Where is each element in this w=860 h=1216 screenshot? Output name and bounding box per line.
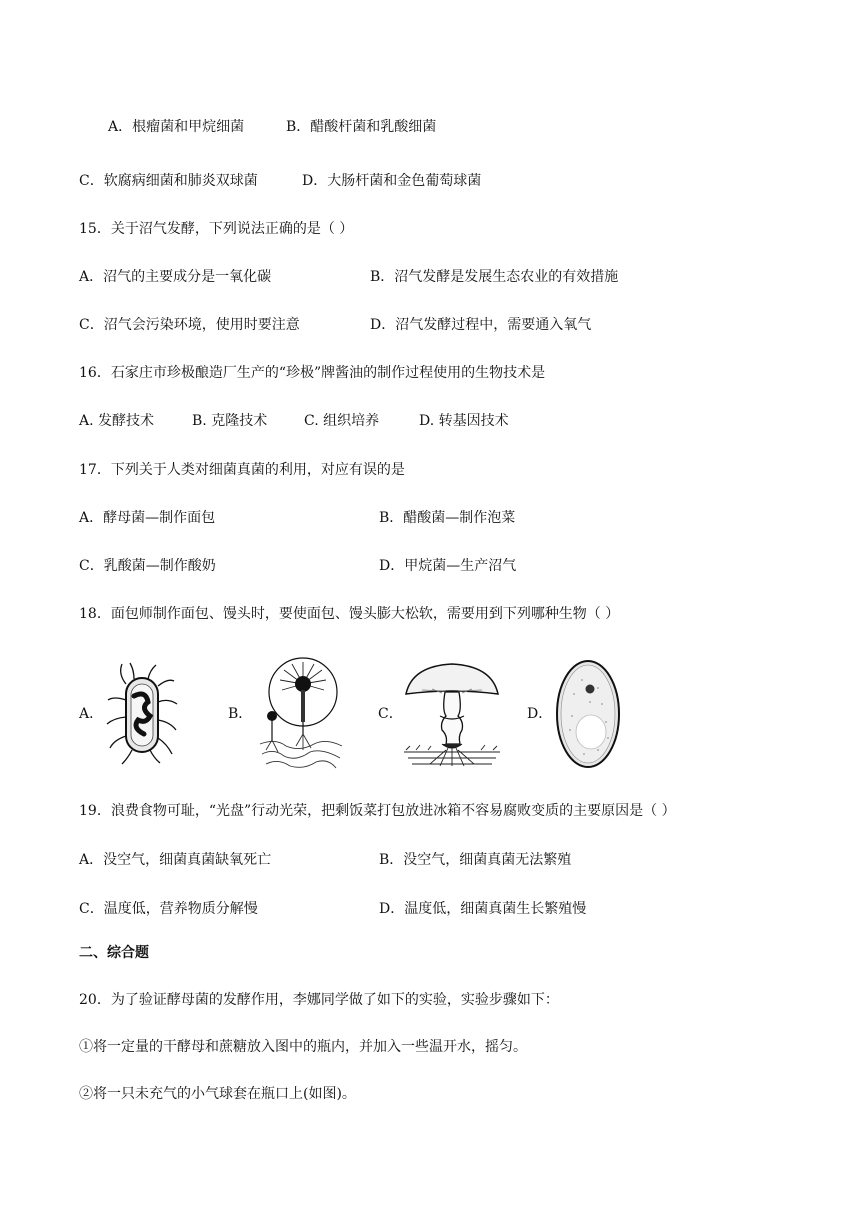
- q19-option-c: C．温度低，营养物质分解慢: [79, 901, 258, 917]
- bacterium-icon: [104, 662, 180, 766]
- q16-option-a: A. 发酵技术: [79, 413, 155, 429]
- q19-stem: 19．浪费食物可耻，“光盘”行动光荣，把剩饭菜打包放进冰箱不容易腐败变质的主要原因是（ ）: [79, 803, 676, 819]
- q17-option-a: A．酵母菌—制作面包: [79, 510, 216, 526]
- q18-option-b-label: B．: [228, 706, 253, 722]
- q15-stem: 15．关于沼气发酵，下列说法正确的是（ ）: [79, 221, 354, 237]
- q19-option-d: D．温度低，细菌真菌生长繁殖慢: [379, 901, 587, 917]
- q14-option-a: A．根瘤菌和甲烷细菌: [108, 119, 245, 135]
- q17-option-d: D．甲烷菌—生产沼气: [379, 558, 517, 574]
- q19-option-a: A．没空气，细菌真菌缺氧死亡: [79, 852, 272, 868]
- q16-option-c: C. 组织培养: [304, 413, 380, 429]
- q20-stem: 20．为了验证酵母菌的发酵作用，李娜同学做了如下的实验，实验步骤如下：: [79, 992, 559, 1008]
- q16-option-b: B. 克隆技术: [192, 413, 268, 429]
- q15-option-b: B．沼气发酵是发展生态农业的有效措施: [370, 269, 619, 285]
- q20-step-2: ②将一只未充气的小气球套在瓶口上(如图)。: [79, 1086, 356, 1102]
- q17-option-c: C．乳酸菌—制作酸奶: [79, 558, 216, 574]
- q17-stem: 17．下列关于人类对细菌真菌的利用，对应有误的是: [79, 462, 405, 478]
- q19-option-b: B．没空气，细菌真菌无法繁殖: [379, 852, 572, 868]
- mushroom-icon: [402, 660, 502, 768]
- yeast-icon: [554, 658, 622, 770]
- q20-step-1: ①将一定量的干酵母和蔗糖放入图中的瓶内，并加入一些温开水，摇匀。: [79, 1039, 527, 1055]
- q18-option-c-label: C．: [378, 706, 403, 722]
- q14-option-c: C．软腐病细菌和肺炎双球菌: [79, 173, 258, 189]
- q14-option-b: B．醋酸杆菌和乳酸细菌: [286, 119, 437, 135]
- q15-option-c: C．沼气会污染环境，使用时要注意: [79, 317, 300, 333]
- q14-option-d: D．大肠杆菌和金色葡萄球菌: [302, 173, 482, 189]
- q15-option-a: A．沼气的主要成分是一氧化碳: [79, 269, 272, 285]
- mold-icon: [256, 654, 346, 770]
- section-heading: 二、综合题: [79, 945, 149, 961]
- q18-option-a-label: A．: [79, 706, 104, 722]
- q16-stem: 16．石家庄市珍极酿造厂生产的“珍极”牌酱油的制作过程使用的生物技术是: [79, 365, 546, 381]
- q17-option-b: B．醋酸菌—制作泡菜: [379, 510, 516, 526]
- q15-option-d: D．沼气发酵过程中，需要通入氧气: [370, 317, 592, 333]
- q18-stem: 18．面包师制作面包、馒头时，要使面包、馒头膨大松软，需要用到下列哪种生物（ ）: [79, 606, 620, 622]
- q18-option-d-label: D．: [527, 706, 553, 722]
- q16-option-d: D. 转基因技术: [419, 413, 509, 429]
